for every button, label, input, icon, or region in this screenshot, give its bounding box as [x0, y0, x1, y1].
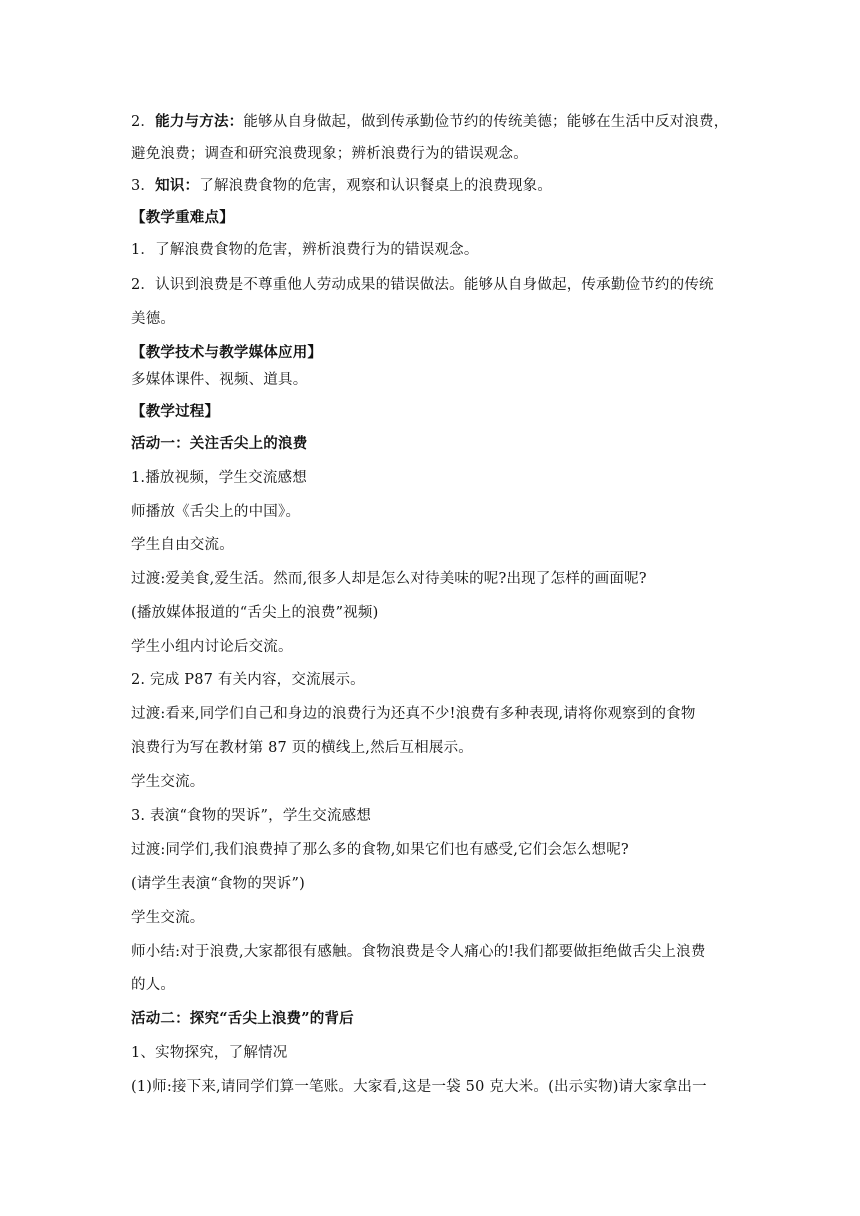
text-line — [131, 637, 293, 657]
text-line — [131, 176, 552, 196]
text-line — [131, 535, 234, 555]
text-line — [131, 343, 322, 363]
text-line — [131, 402, 219, 422]
bold-heading: 【教学技术与教学媒体应用】 — [131, 344, 323, 361]
text-line — [131, 806, 371, 826]
text-line — [131, 468, 307, 488]
text-line — [131, 569, 647, 589]
line-text: 避免浪费；调查和研究浪费现象；辨析浪费行为的错误观念。 — [131, 146, 528, 162]
line-text: 1．了解浪费食物的危害，辨析浪费行为的错误观念。 — [131, 242, 479, 258]
bold-heading: 活动二：探究“舌尖上浪费”的背后 — [131, 1010, 354, 1027]
line-text: 3. 表演“食物的哭诉”，学生交流感想 — [131, 808, 372, 824]
line-text: 过渡:看来,同学们自己和身边的浪费行为还真不少!浪费有多种表现,请将你观察到的食物 — [131, 706, 696, 722]
text-line — [131, 840, 629, 860]
text-line — [131, 502, 300, 522]
line-text: 学生自由交流。 — [131, 537, 234, 553]
line-text: 浪费行为写在教材第 87 页的横线上,然后互相展示。 — [131, 740, 473, 756]
line-text: 了解浪费食物的危害，观察和认识餐桌上的浪费现象。 — [199, 178, 553, 194]
line-text: 能够从自身做起，做到传承勤俭节约的传统美德；能够在生活中反对浪费， — [243, 114, 729, 130]
line-text: (1)师:接下来,请同学们算一笔账。大家看,这是一袋 50 克大米。(出示实物)请大家拿出一 — [131, 1079, 707, 1095]
line-text: 学生交流。 — [131, 774, 205, 790]
text-line — [131, 874, 305, 894]
line-text: (请学生表演“食物的哭诉”) — [131, 876, 305, 892]
text-line — [131, 240, 479, 260]
line-text: 2. 完成 P87 有关内容，交流展示。 — [131, 672, 365, 688]
line-text: 学生小组内讨论后交流。 — [131, 639, 293, 655]
bold-heading: 【教学过程】 — [131, 403, 220, 420]
text-line — [131, 704, 696, 724]
bold-heading: 能力与方法： — [155, 113, 244, 130]
line-text: 过渡:爱美食,爱生活。然而,很多人却是怎么对待美味的呢?出现了怎样的画面呢? — [131, 571, 647, 587]
text-line — [131, 1043, 287, 1063]
line-number: 2． — [131, 114, 156, 130]
text-line — [131, 670, 365, 690]
line-text: (播放媒体报道的“舌尖上的浪费”视频) — [131, 605, 379, 621]
text-line — [131, 772, 205, 792]
text-line — [131, 275, 714, 295]
line-text: 的人。 — [131, 977, 176, 993]
text-line — [131, 908, 205, 928]
line-text: 美德。 — [131, 311, 176, 327]
text-line — [131, 738, 473, 758]
text-line — [131, 942, 706, 962]
line-text: 学生交流。 — [131, 910, 205, 926]
text-line — [131, 434, 307, 454]
text-line — [131, 208, 234, 228]
line-text: 多媒体课件、视频、道具。 — [131, 372, 308, 388]
text-line — [131, 1009, 354, 1029]
line-text: 1、实物探究，了解情况 — [131, 1045, 288, 1061]
text-line — [131, 309, 175, 329]
bold-heading: 【教学重难点】 — [131, 209, 234, 226]
line-number: 3． — [131, 178, 156, 194]
bold-heading: 活动一：关注舌尖上的浪费 — [131, 435, 308, 452]
text-line — [131, 603, 378, 623]
line-text: 1.播放视频，学生交流感想 — [131, 470, 307, 486]
line-text: 过渡:同学们,我们浪费掉了那么多的食物,如果它们也有感受,它们会怎么想呢? — [131, 842, 629, 858]
text-line — [131, 1077, 707, 1097]
bold-heading: 知识： — [155, 177, 200, 194]
text-line — [131, 370, 307, 390]
text-line — [131, 975, 175, 995]
line-text: 师播放《舌尖上的中国》。 — [131, 504, 301, 520]
text-line — [131, 112, 728, 132]
line-text: 师小结:对于浪费,大家都很有感触。食物浪费是令人痛心的!我们都要做拒绝做舌尖上浪费 — [131, 944, 706, 960]
text-line — [131, 144, 528, 164]
line-text: 2．认识到浪费是不尊重他人劳动成果的错误做法。能够从自身做起，传承勤俭节约的传统 — [131, 277, 714, 293]
